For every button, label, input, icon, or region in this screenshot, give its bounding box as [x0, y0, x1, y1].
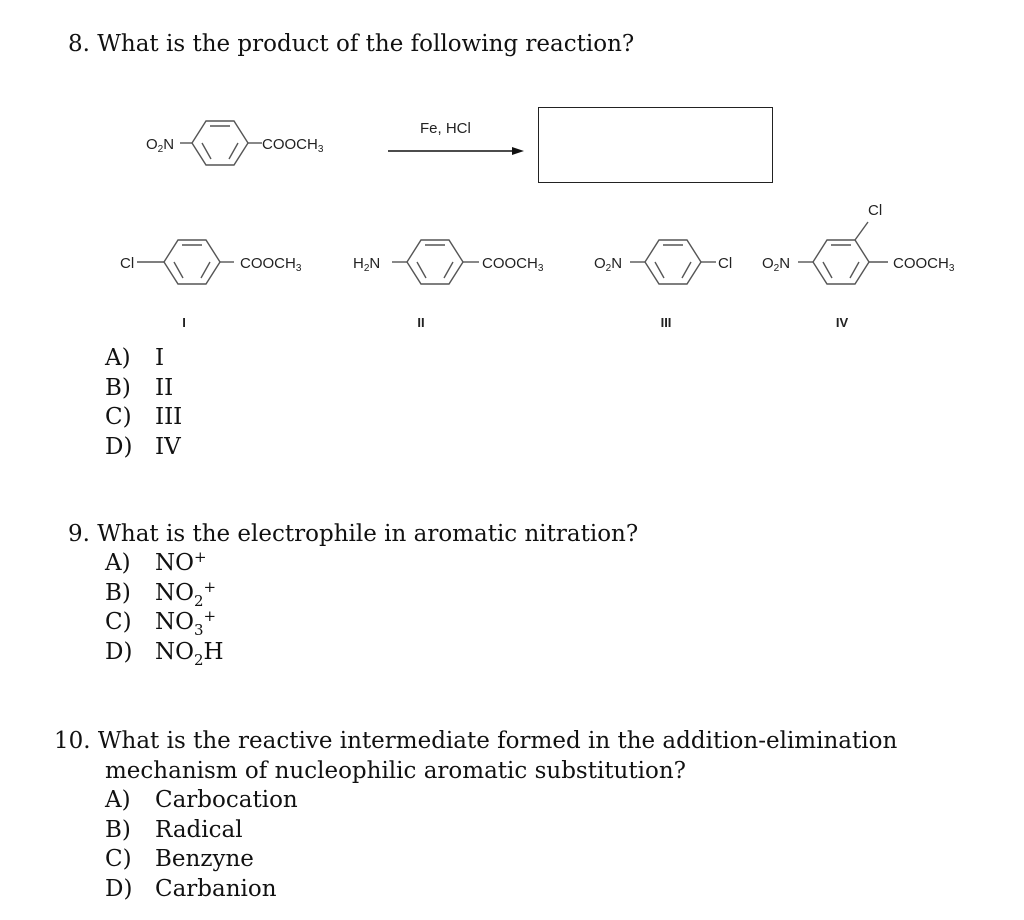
option-d[interactable]: D) Carbanion [105, 875, 277, 902]
reactant-right-group: $COOCH_3$ [262, 136, 324, 155]
question-text-line-1: What is the reactive intermediate formed in the addition-elimination [97, 728, 898, 754]
structure-1-label: I [182, 315, 186, 330]
option-a[interactable]: A) Carbocation [105, 787, 298, 813]
structure-2-left-group: $H_2N$ [353, 255, 381, 274]
benzene-ring-reactant [180, 118, 270, 168]
option-b[interactable]: B) II [105, 374, 174, 401]
question-9-options [105, 549, 224, 667]
question-text: What is the electrophile in aromatic nitration? [97, 521, 639, 547]
question-9-prompt [68, 520, 638, 550]
structure-4-top-group: Cl [868, 202, 883, 219]
option-b[interactable]: B) Radical [105, 816, 243, 843]
option-a[interactable]: A) I [105, 345, 165, 371]
structure-3-right-group: Cl [718, 255, 733, 272]
structure-3-left-group: $O_2N$ [594, 255, 623, 274]
option-c[interactable]: C) Benzyne [105, 846, 254, 872]
question-text-line-2: mechanism of nucleophilic aromatic substitution? [105, 757, 686, 784]
question-10-options [105, 786, 298, 904]
option-a[interactable]: A) NO+ [105, 548, 207, 576]
reaction-arrow [388, 145, 528, 157]
reactant-left-group: $O_2N$ [146, 136, 175, 155]
option-d[interactable]: D) IV [105, 433, 181, 460]
option-c[interactable]: C) III [105, 404, 183, 430]
question-number: 10. [54, 728, 91, 754]
question-8-prompt [68, 30, 634, 60]
benzene-ring-structure-4 [798, 210, 908, 290]
structure-4-right-group: $COOCH_3$ [893, 255, 955, 274]
question-10-prompt [54, 727, 897, 786]
structure-3-label: III [660, 315, 672, 330]
structure-1-left-group: Cl [120, 255, 135, 272]
structure-4-left-group: $O_2N$ [762, 255, 791, 274]
option-c[interactable]: C) $NO_3^+$ [105, 607, 217, 639]
reaction-reagents: Fe, HCl [420, 120, 471, 137]
structure-2-label: II [417, 315, 425, 330]
option-b[interactable]: B) $NO_2^+$ [105, 577, 217, 610]
benzene-ring-structure-2 [392, 237, 492, 287]
benzene-ring-structure-3 [630, 237, 733, 287]
product-answer-box [538, 107, 773, 183]
structure-4-label: IV [835, 315, 849, 330]
benzene-ring-structure-1 [137, 237, 237, 287]
question-8-options [105, 344, 182, 462]
option-d[interactable]: D) $NO_2H$ [105, 638, 224, 669]
question-text: What is the product of the following reaction? [97, 31, 635, 57]
structure-2-right-group: $COOCH_3$ [482, 255, 544, 274]
question-number: 8. [68, 31, 90, 57]
structure-1-right-group: $COOCH_3$ [240, 255, 302, 274]
question-number: 9. [68, 521, 90, 547]
